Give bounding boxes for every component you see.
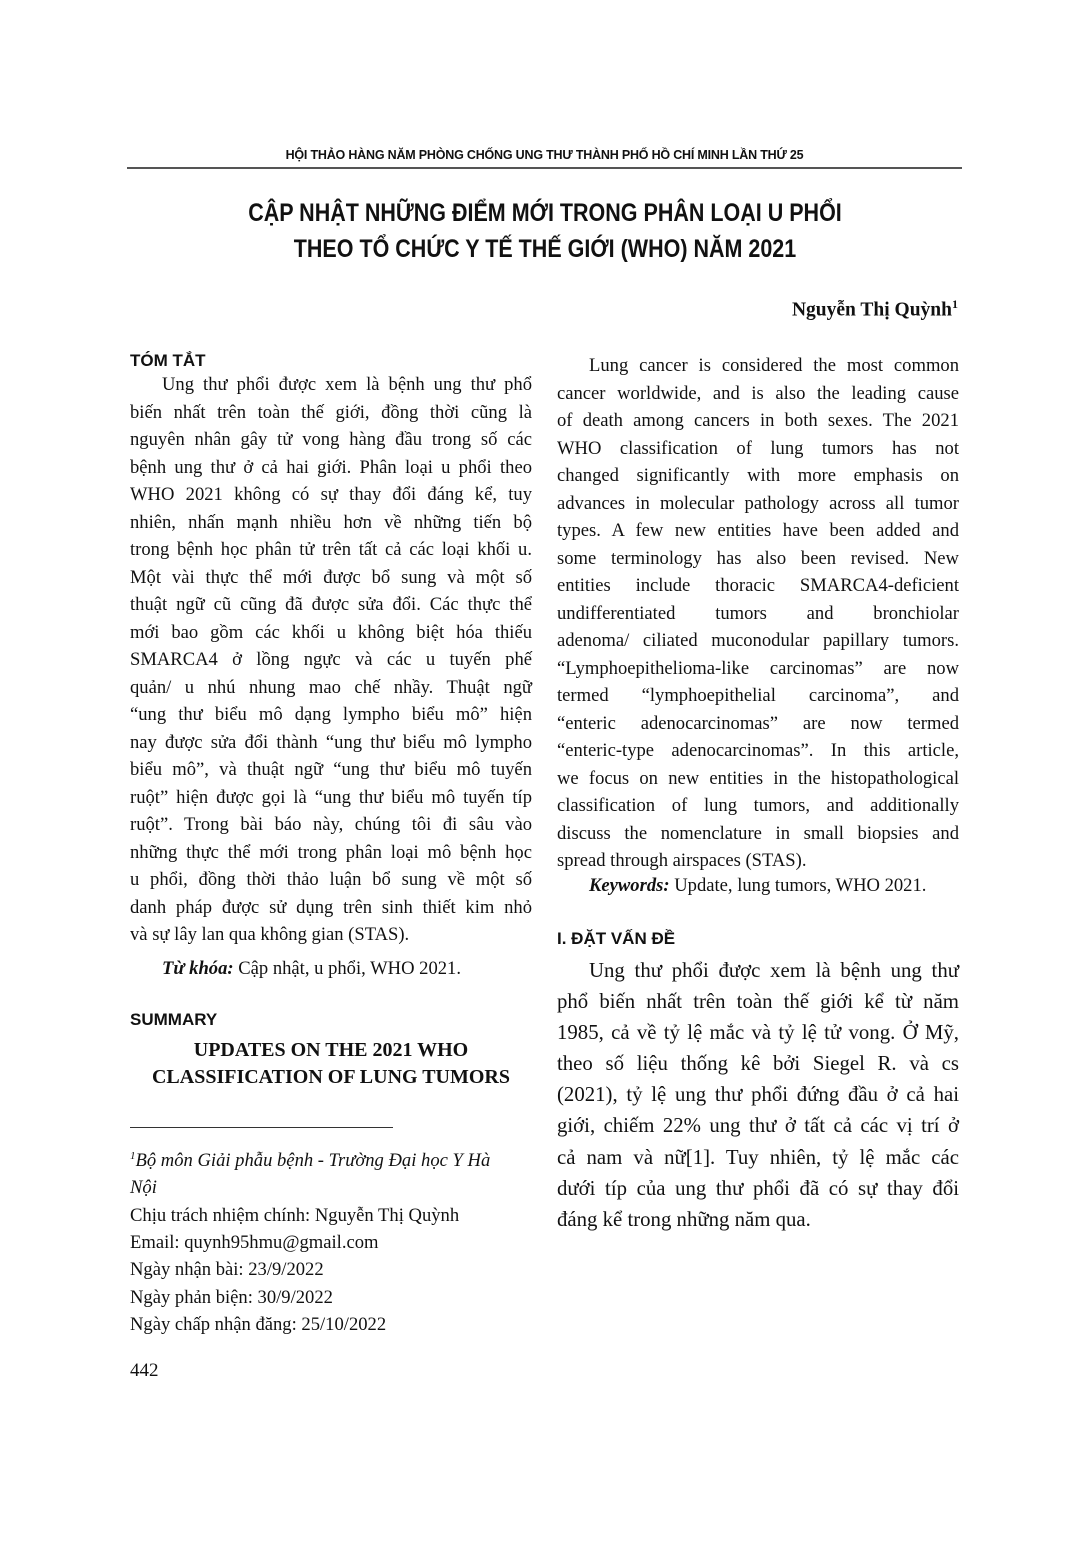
text-line: “ung thư biểu mô dạng lympho biểu mô” hiện [130,704,532,725]
text-line: classification of lung tumors, and additionally [557,795,959,816]
section-1-heading: I. ĐẶT VẤN ĐỀ [557,929,676,948]
text-line: u phổi, đồng thời thảo luận bổ sung về một số [130,869,532,890]
footnote-received: Ngày nhận bài: 23/9/2022 [130,1259,324,1281]
author-name: Nguyễn Thị Quỳnh [791,299,952,321]
header-rule [127,167,962,169]
summary-title-line-1: UPDATES ON THE 2021 WHO [193,1039,469,1061]
article-title-line-2: THEO TỔ CHỨC Y TẾ THẾ GIỚI (WHO) NĂM 2021 [293,235,797,263]
text-line: biểu mô”, và thuật ngữ “ung thư biểu mô tuyến [130,759,532,780]
text-line: WHO classification of lung tumors has not [557,437,959,459]
text-line: theo số liệu thống kê bởi Siegel R. và cs [557,1052,959,1076]
text-line: entities include thoracic SMARCA4-deficient [557,575,959,596]
text-line: some terminology has also been revised. New [557,547,959,569]
keywords-label: Keywords: [589,875,670,896]
abstract-en-keywords [557,872,959,900]
text-line: cả nam và nữ[1]. Tuy nhiên, tỷ lệ mắc các [557,1145,959,1169]
text-line: Ung thư phổi được xem là bệnh ung thư phổ [162,374,532,395]
text-line: bệnh ung thư ở cả hai giới. Phân loại u phổi theo [130,456,532,478]
keywords-text: Cập nhật, u phổi, WHO 2021. [233,958,461,979]
text-line: biến nhất trên toàn thế giới, đồng thời cũng là [130,401,532,423]
footnote-corresponding: Chịu trách nhiệm chính: Nguyễn Thị Quỳnh [130,1204,460,1226]
article-title-line-1: CẬP NHẬT NHỮNG ĐIỂM MỚI TRONG PHÂN LOẠI U PHỔI [248,199,842,227]
text-line: những thực thể mới trong phân loại mô bệnh học [130,841,532,863]
author-footnote-mark: 1 [952,297,958,311]
text-line: “enteric-type adenocarcinomas”. In this article, [557,740,959,761]
text-line: changed significantly with more emphasis on [557,465,959,486]
summary-heading: SUMMARY [130,1010,218,1029]
text-line: discuss the nomenclature in small biopsies and [557,822,959,844]
footnote-accepted: Ngày chấp nhận đăng: 25/10/2022 [130,1313,387,1335]
keywords-text: Update, lung tumors, WHO 2021. [669,875,927,896]
text-line: dưới típ của ung thư phổi đã có sự thay đổi [557,1176,959,1200]
abstract-vi-keywords [130,955,532,983]
affiliation-line-1: Bộ môn Giải phẫu bệnh - Trường Đại học Y Hà [135,1150,491,1172]
author [792,297,958,322]
page-number: 442 [130,1360,159,1381]
text-line: ruột”. Trong bài báo này, chúng tôi đi sâu vào [130,814,532,835]
text-line: termed “lymphoepithelial carcinoma”, and [557,685,959,706]
text-line: SMARCA4 ở lồng ngực và các u tuyến phế [130,649,532,670]
text-line: spread through airspaces (STAS). [557,850,807,871]
text-line: giới, chiếm 22% ung thư ở tất cả các vị trí ở [557,1114,959,1138]
text-line: và sự lây lan qua không gian (STAS). [130,924,410,945]
text-line: 1985, cả về tỷ lệ mắc và tỷ lệ tử vong. Ở Mỹ, [557,1021,959,1045]
text-line: nay được sửa đổi thành “ung thư biểu mô lympho [130,731,532,753]
text-line: undifferentiated tumors and bronchiolar [557,602,959,624]
text-line: Một vài thực thể mới được bổ sung và một số [130,566,532,588]
text-line: adenoma/ ciliated muconodular papillary tumors. [557,630,959,651]
running-header: HỘI THẢO HÀNG NĂM PHÒNG CHỐNG UNG THƯ THÀNH PHỐ HỒ CHÍ MINH LẦN THỨ 25 [285,148,804,162]
text-line: quản/ u nhú nhung mao chế nhầy. Thuật ngữ [130,676,532,698]
text-line: Lung cancer is considered the most common [589,355,959,376]
text-line: cancer worldwide, and is also the leading cause [557,382,959,404]
text-line: “Lymphoepithelioma-like carcinomas” are now [557,657,959,679]
text-line: phổ biến nhất trên toàn thế giới kể từ năm [557,990,959,1014]
keywords-label: Từ khóa: [162,958,234,979]
text-line: (2021), tỷ lệ ung thư phổi đứng đầu ở cả hai [557,1083,959,1107]
text-line: we focus on new entities in the histopathological [557,767,959,789]
text-line: đáng kể trong những năm qua. [557,1207,811,1231]
footnote-mark: 1 [130,1150,136,1162]
text-line: WHO 2021 không có sự thay đổi đáng kể, tuy [130,484,532,505]
text-line: nhiên, nhấn mạnh nhiều hơn về những tiến bộ [130,511,532,533]
affiliation-line-2: Nội [130,1177,157,1199]
footnote-rule [130,1127,393,1128]
text-line: thuật ngữ cũ cũng đã được sửa đổi. Các thực thể [130,594,532,615]
text-line: advances in molecular pathology across all tumor [557,492,959,514]
footnote [130,1143,532,1338]
footnote-affiliation [130,1143,532,1174]
abstract-vi-heading: TÓM TẮT [130,351,206,370]
section-1-body [557,955,959,1235]
abstract-vi-body [130,371,532,949]
footnote-reviewed: Ngày phản biện: 30/9/2022 [130,1286,333,1308]
text-line: danh pháp được sử dụng trên sinh thiết kim nhỏ [130,896,532,918]
text-line: mới bao gồm các khối u không biệt hóa thiếu [130,621,532,643]
summary-title-line-2: CLASSIFICATION OF LUNG TUMORS [151,1066,511,1088]
footnote-email[interactable]: Email: quynh95hmu@gmail.com [130,1232,379,1254]
text-line: types. A few new entities have been added and [557,520,959,541]
text-line: ruột” hiện được gọi là “ung thư biểu mô tuyến típ [130,786,532,808]
text-line: Ung thư phổi được xem là bệnh ung thư [589,959,959,982]
text-line: trong bệnh học phân tử trên tất cả các loại khối u. [130,539,532,560]
text-line: nguyên nhân gây tử vong hàng đầu trong số các [130,429,532,450]
text-line: of death among cancers in both sexes. The 2021 [557,410,959,431]
text-line: “enteric adenocarcinomas” are now termed [557,712,959,734]
abstract-en-body [557,352,959,875]
